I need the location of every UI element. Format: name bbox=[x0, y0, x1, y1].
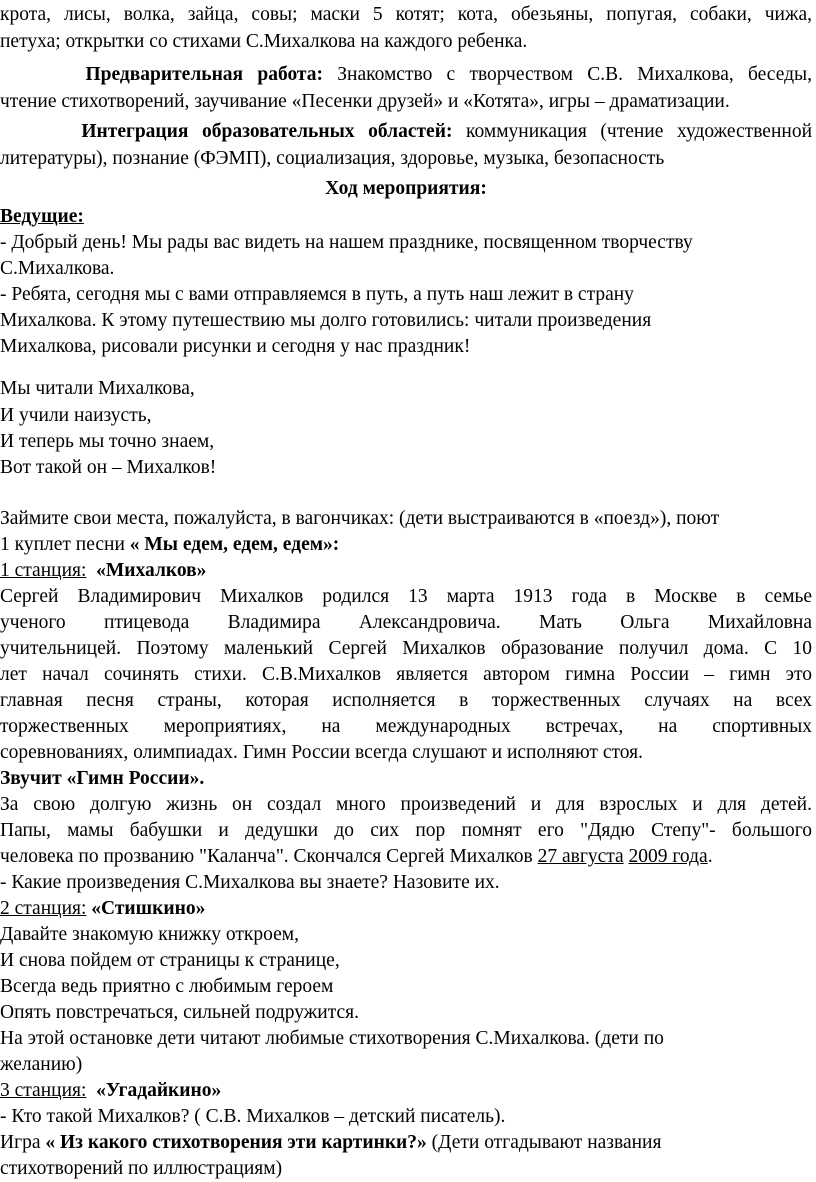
station-title: «Стишкино» bbox=[91, 898, 206, 919]
text-line: - Какие произведения С.Михалкова вы знаете? Назовите их. bbox=[0, 872, 500, 893]
text-line: чтение стихотворений, заучивание «Песенки друзей» и «Котята», игры – драматизации. bbox=[0, 91, 730, 112]
text-line: Михалкова, рисовали рисунки и сегодня у нас праздник! bbox=[0, 336, 471, 357]
station-label: 2 станция: bbox=[0, 898, 87, 919]
integration-label: Интеграция образовательных областей: bbox=[81, 121, 453, 142]
text-span: . bbox=[707, 846, 713, 867]
text-span: Игра bbox=[0, 1132, 46, 1153]
text-line bbox=[0, 844, 812, 870]
year-link[interactable]: 2009 года bbox=[628, 846, 708, 867]
text-line: главная песня страны, которая исполняется в торжественных случаях на всех bbox=[0, 690, 812, 711]
text-span: человека по прозванию "Каланча". Скончался Сергей Михалков bbox=[0, 846, 538, 867]
station-title: «Угадайкино» bbox=[96, 1080, 222, 1101]
text-line: - Кто такой Михалков? ( С.В. Михалков – детский писатель). bbox=[0, 1106, 506, 1127]
text-line: крота, лисы, волка, зайца, совы; маски 5 котят; кота, обезьяны, попугая, собаки, чижа, bbox=[0, 4, 812, 25]
station-3-heading bbox=[0, 1078, 812, 1104]
poem-line: И теперь мы точно знаем, bbox=[0, 431, 215, 452]
poem-line: И учили наизусть, bbox=[0, 405, 152, 426]
song-line bbox=[0, 532, 812, 558]
poem-line: Всегда ведь приятно с любимым героем bbox=[0, 976, 334, 997]
text-line: За свою долгую жизнь он создал много произведений и для взрослых и для детей. bbox=[0, 794, 812, 815]
station-label: 1 станция: bbox=[0, 560, 87, 581]
game-line bbox=[0, 1130, 812, 1156]
anthem-note: Звучит «Гимн России». bbox=[0, 768, 205, 789]
text-line: Сергей Владимирович Михалков родился 13 марта 1913 года в Москве в семье bbox=[0, 586, 812, 607]
poem-line: Мы читали Михалкова, bbox=[0, 378, 195, 399]
text-line: - Добрый день! Мы рады вас видеть на нашем празднике, посвященном творчеству bbox=[0, 232, 693, 253]
text-line: стихотворений по иллюстрациям) bbox=[0, 1158, 283, 1179]
text-line: - Ребята, сегодня мы с вами отправляемся в путь, а путь наш лежит в страну bbox=[0, 284, 634, 305]
text-line: соревнованиях, олимпиадах. Гимн России всегда слушают и исполняют стоя. bbox=[0, 742, 643, 763]
station-1-heading bbox=[0, 558, 812, 584]
text-span: Знакомство с творчеством С.В. Михалкова, беседы, bbox=[337, 64, 812, 85]
poem-line: Давайте знакомую книжку откроем, bbox=[0, 924, 299, 945]
hosts-label: Ведущие: bbox=[0, 206, 84, 227]
prep-label: Предварительная работа: bbox=[85, 64, 323, 85]
integration-paragraph-line bbox=[0, 119, 812, 145]
text-line: Михалкова. К этому путешествию мы долго готовились: читали произведения bbox=[0, 310, 652, 331]
date-link[interactable]: 27 августа bbox=[537, 846, 624, 867]
text-line: На этой остановке дети читают любимые стихотворения С.Михалкова. (дети по bbox=[0, 1028, 664, 1049]
station-title: «Михалков» bbox=[96, 560, 207, 581]
event-heading: Ход мероприятия: bbox=[325, 178, 487, 199]
text-line: С.Михалкова. bbox=[0, 258, 115, 279]
text-line: лет начал сочинять стихи. С.В.Михалков является автором гимна России – гимн это bbox=[0, 664, 812, 685]
text-span: (Дети отгадывают названия bbox=[426, 1132, 662, 1153]
text-line: петуха; открытки со стихами С.Михалкова на каждого ребенка. bbox=[0, 31, 528, 52]
poem-line: Вот такой он – Михалков! bbox=[0, 457, 217, 478]
text-line: литературы), познание (ФЭМП), социализация, здоровье, музыка, безопасность bbox=[0, 148, 665, 169]
poem-line: И снова пойдем от страницы к странице, bbox=[0, 950, 340, 971]
text-span: 1 куплет песни bbox=[0, 534, 130, 555]
text-line: желанию) bbox=[0, 1054, 83, 1075]
station-label: 3 станция: bbox=[0, 1080, 87, 1101]
text-line: учительницей. Поэтому маленький Сергей Михалков образование получил дома. С 10 bbox=[0, 638, 812, 659]
text-line: ученого птицевода Владимира Александровича. Мать Ольга Михайловна bbox=[0, 612, 812, 633]
text-line: Папы, мамы бабушки и дедушки до сих пор помнят его "Дядю Степу"- большого bbox=[0, 820, 812, 841]
game-title: « Из какого стихотворения эти картинки?» bbox=[45, 1132, 427, 1153]
poem-line: Опять повстречаться, сильней подружится. bbox=[0, 1002, 359, 1023]
station-2-heading bbox=[0, 896, 812, 922]
text-line: Займите свои места, пожалуйста, в вагончиках: (дети выстраиваются в «поезд»), поют bbox=[0, 508, 720, 529]
prep-paragraph-line bbox=[0, 62, 812, 88]
song-title: « Мы едем, едем, едем»: bbox=[129, 534, 340, 555]
text-span: коммуникация (чтение художественной bbox=[466, 121, 812, 142]
text-line: торжественных мероприятиях, на международных встречах, на спортивных bbox=[0, 716, 812, 737]
